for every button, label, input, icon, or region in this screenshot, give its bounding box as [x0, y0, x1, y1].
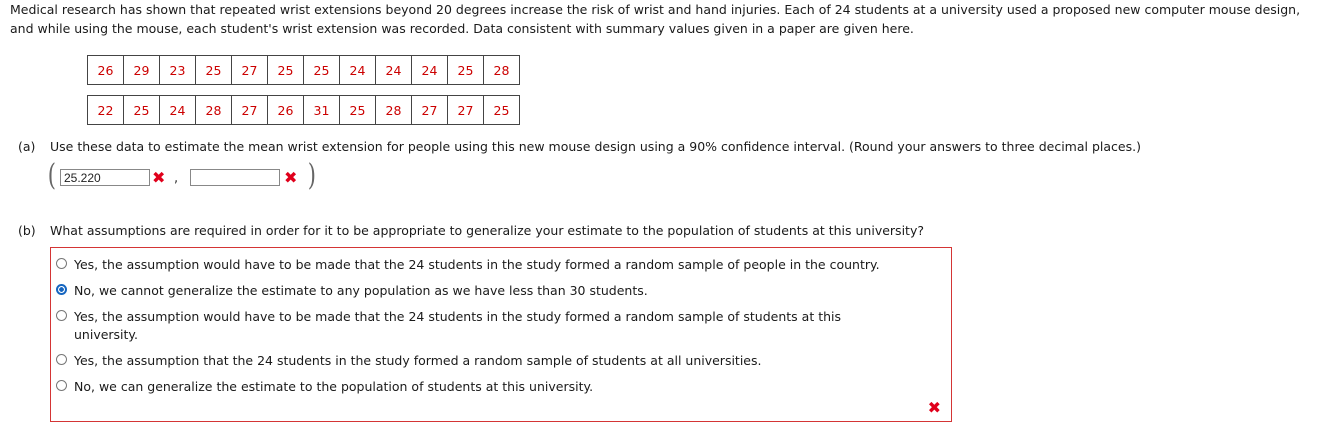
data-cell: 25 [448, 56, 484, 85]
data-cell: 31 [304, 96, 340, 125]
radio-button[interactable] [56, 310, 67, 321]
answer-choices [50, 247, 952, 422]
part-a-question [18, 139, 1141, 154]
choice-1[interactable] [56, 256, 880, 274]
data-cell: 24 [412, 56, 448, 85]
data-cell: 23 [160, 56, 196, 85]
data-cell: 25 [304, 56, 340, 85]
data-cell: 22 [88, 96, 124, 125]
choice-label: No, we can generalize the estimate to the population of students at this university. [74, 379, 594, 394]
part-a-text: Use these data to estimate the mean wrist extension for people using this new mouse design using a 90% confidence interval. (Round your answers to three decimal places.) [50, 139, 1141, 154]
radio-button[interactable] [56, 380, 67, 391]
choice-label: Yes, the assumption would have to be made that the 24 students in the study formed a random sample of students at this university. [74, 309, 841, 342]
radio-button-selected[interactable] [56, 284, 67, 295]
part-b-question [18, 223, 924, 238]
radio-button[interactable] [56, 354, 67, 365]
choice-3[interactable] [56, 308, 896, 344]
data-cell: 26 [268, 96, 304, 125]
data-cell: 27 [232, 96, 268, 125]
open-paren: ( [47, 158, 56, 193]
choice-4[interactable] [56, 352, 761, 370]
data-cell: 24 [160, 96, 196, 125]
data-cell: 27 [232, 56, 268, 85]
comma: , [174, 171, 179, 186]
data-cell: 26 [88, 56, 124, 85]
ci-lower-input[interactable] [60, 169, 150, 186]
data-cell: 25 [268, 56, 304, 85]
radio-button[interactable] [56, 258, 67, 269]
close-paren: ) [307, 158, 316, 193]
data-cell: 27 [448, 96, 484, 125]
lower-incorrect-icon: ✖ [152, 168, 166, 187]
part-b-label: (b) [18, 223, 36, 238]
ci-upper-input[interactable] [190, 169, 280, 186]
data-cell: 27 [412, 96, 448, 125]
choice-label: Yes, the assumption that the 24 students in the study formed a random sample of students at all universities. [74, 353, 762, 368]
part-b-text: What assumptions are required in order for it to be appropriate to generalize your estimate to the population of students at this university? [50, 223, 924, 238]
upper-incorrect-icon: ✖ [284, 168, 298, 187]
choice-5[interactable] [56, 378, 593, 396]
data-cell: 25 [124, 96, 160, 125]
data-row-2 [88, 96, 520, 125]
data-cell: 25 [340, 96, 376, 125]
part-b-incorrect-icon: ✖ [927, 398, 941, 417]
choice-label: No, we cannot generalize the estimate to any population as we have less than 30 students. [74, 283, 648, 298]
choice-2[interactable] [56, 282, 648, 300]
data-cell: 24 [376, 56, 412, 85]
part-a-label: (a) [18, 139, 36, 154]
problem-intro: Medical research has shown that repeated wrist extensions beyond 20 degrees increase the risk of wrist and hand injuries. Each of 24 students at a university used a proposed new computer mouse design, and while using the mouse, each student's wrist extension was recorded. Data consistent with summary values given in a paper are given here. [10, 2, 1301, 36]
data-cell: 29 [124, 56, 160, 85]
data-table [87, 55, 520, 125]
data-cell: 24 [340, 56, 376, 85]
data-cell: 28 [484, 56, 520, 85]
data-cell: 25 [484, 96, 520, 125]
data-row-1 [88, 56, 520, 85]
data-cell: 28 [196, 96, 232, 125]
data-cell: 28 [376, 96, 412, 125]
choice-label: Yes, the assumption would have to be made that the 24 students in the study formed a random sample of people in the country. [74, 257, 880, 272]
data-cell: 25 [196, 56, 232, 85]
